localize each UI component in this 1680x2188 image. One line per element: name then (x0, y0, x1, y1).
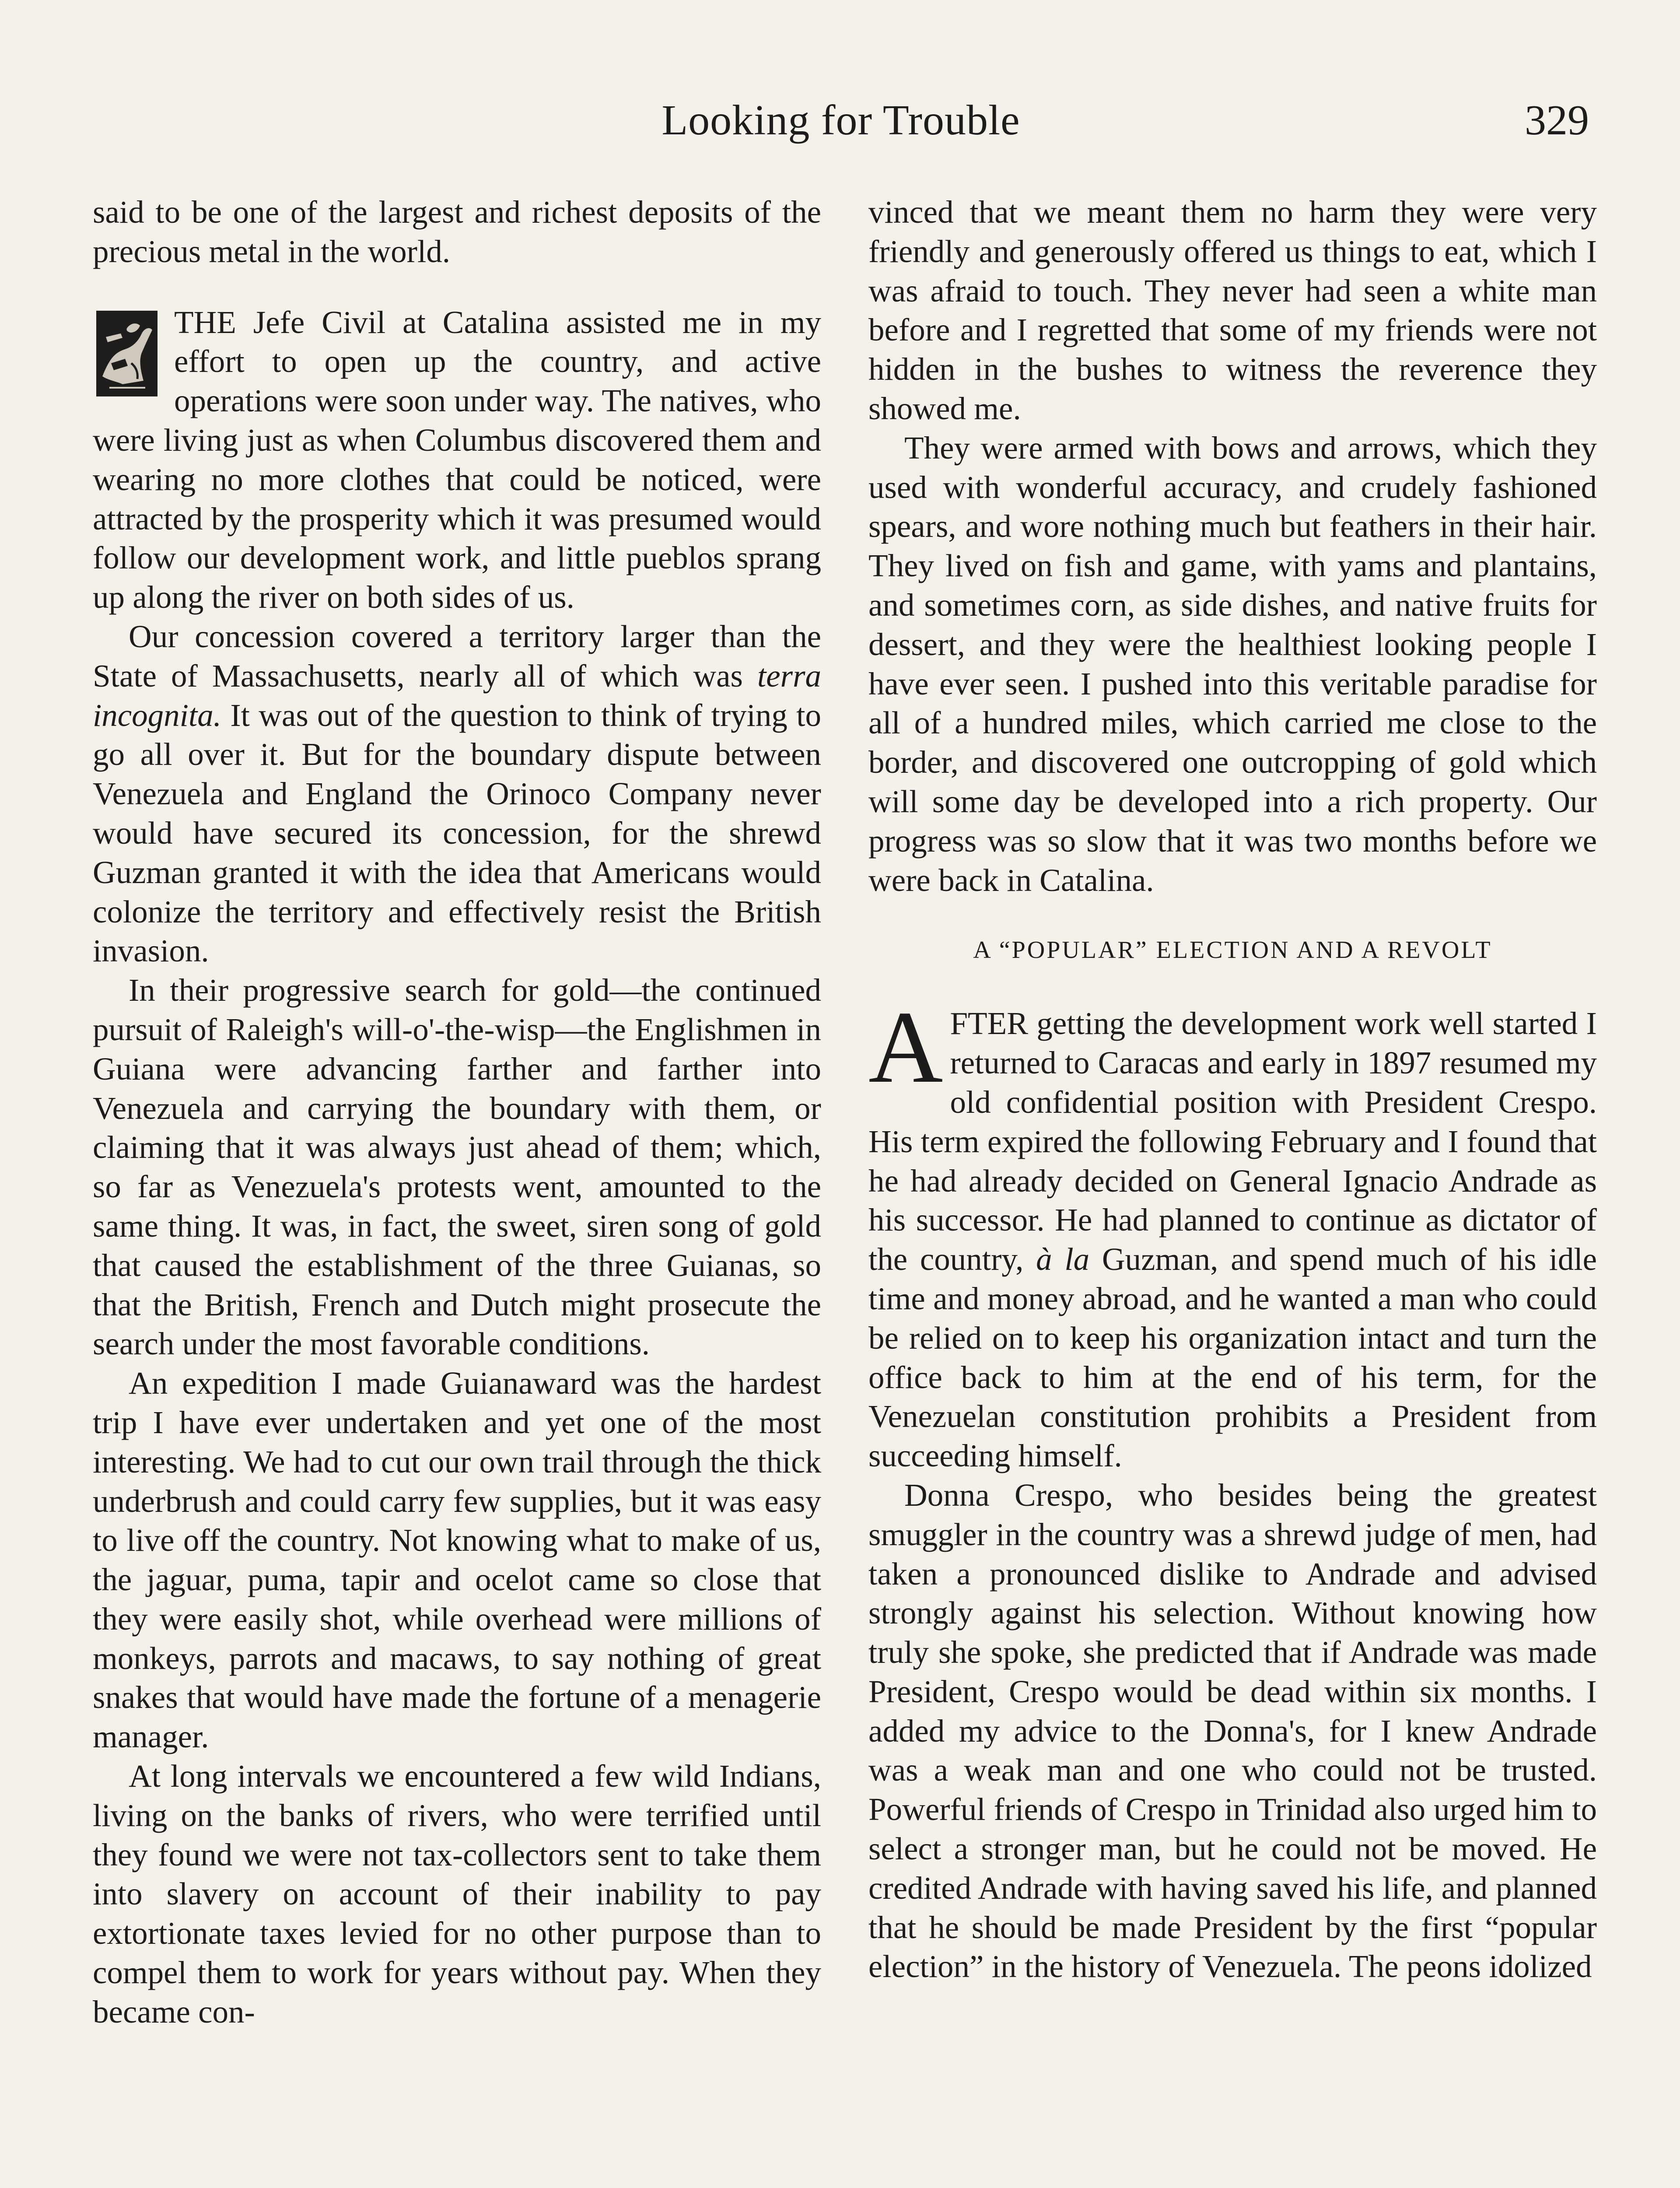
woodcut-figure-icon (96, 311, 158, 396)
left-paragraph-2: THE Jefe Civil at Catalina assisted me in my effort to open up the country, and active operations were soon under way. The natives, who were living just as when Columbus discovered them and wearing no more clothes that could be noticed, were attracted by the prosperity which it was presumed would follow our development work, and little pueblos sprang up along the river on both sides of us. (93, 304, 821, 615)
right-paragraph-3-text-a: FTER getting the development work well started I returned to Caracas and early in 1897 resumed my old confidential position with President Crespo. His term expired the following February and I found that he had already decided on General Ignacio Andrade as his successor. He had planned to continue as dictator of the country, (868, 1006, 1597, 1277)
left-paragraph-3-text-b: It was out of the question to think of trying to go all over it. But for the boundary dispute between Venezuela and England the Orinoco Company never would have secured its concession, for the shrewd Guzman granted it with the idea that Americans would colonize the territory and effectively resist the British invasion. (93, 697, 821, 969)
right-paragraph-4: Donna Crespo, who besides being the greatest smuggler in the country was a shrewd judge of men, had taken a pronounced dislike to Andrade and advised strongly against his selection. Without knowing how truly she spoke, she predicted that if Andrade was made President, Crespo would be dead within six months. I added my advice to the Donna's, for I knew Andrade was a weak man and one who could not be trusted. Powerful friends of Crespo in Trinidad also urged him to select a stronger man, but he could not be moved. He credited Andrade with having saved his life, and planned that he should be made President by the first “popular election” in the history of Venezuela. The peons idolized (868, 1477, 1597, 1985)
left-paragraph-3-text-a: Our concession covered a territory larger than the State of Massachusetts, nearly all of which was (93, 618, 821, 694)
right-paragraph-3-italic: à la (1036, 1241, 1090, 1277)
left-paragraph-4: In their progressive search for gold—the continued pursuit of Raleigh's will-o'-the-wisp—the Englishmen in Guiana were advancing farther and farther into Venezuela and carrying the boundary with them, or claiming that it was always just ahead of them; which, so far as Venezuela's protests went, amounted to the same thing. It was, in fact, the sweet, siren song of gold that caused the establishment of the three Guianas, so that the British, French and Dutch might prosecute the search under the most favorable conditions. (93, 972, 821, 1362)
page-header (93, 92, 1589, 149)
section-heading: A “POPULAR” ELECTION AND A REVOLT (973, 936, 1492, 964)
drop-cap-letter: A (868, 990, 943, 1105)
right-paragraph-3-text-b: Guzman, and spend much of his idle time and money abroad, and he wanted a man who could be relied on to keep his organization intact and turn the office back to him at the end of his term, for the Venezuelan constitution prohibits a President from succeeding himself. (868, 1241, 1597, 1474)
left-paragraph-6: At long intervals we encountered a few wild Indians, living on the banks of rivers, who were terrified until they found we were not tax-collectors sent to take them into slavery on account of their inability to pay extortionate taxes levied for no other purpose than to compel them to work for years without pay. When they became con- (93, 1758, 821, 2030)
left-paragraph-3 (93, 617, 821, 971)
right-paragraph-3 (868, 990, 1597, 1476)
left-paragraph-3-italic: terra incognita. (93, 658, 821, 733)
right-column (868, 193, 1597, 1986)
page-number: 329 (1525, 97, 1589, 144)
running-title: Looking for Trouble (662, 97, 1020, 144)
right-paragraph-2: They were armed with bows and arrows, which they used with wonderful accuracy, and crudely fashioned spears, and wore nothing much but feathers in their hair. They lived on fish and game, with yams and plantains, and sometimes corn, as side dishes, and native fruits for dessert, and they were the healthiest looking people I have ever seen. I pushed into this veritable paradise for all of a hundred miles, which carried me close to the border, and discovered one outcropping of gold which will some day be developed into a rich property. Our progress was so slow that it was two months before we were back in Catalina. (868, 430, 1597, 898)
left-paragraph-5: An expedition I made Guianaward was the hardest trip I have ever undertaken and yet one of the most interesting. We had to cut our own trail through the thick underbrush and could carry few supplies, but it was easy to live off the country. Not knowing what to make of us, the jaguar, puma, tapir and ocelot came so close that they were easily shot, while overhead were millions of monkeys, parrots and macaws, to say nothing of great snakes that would have made the fortune of a menagerie manager. (93, 1365, 821, 1755)
left-column (93, 193, 821, 2032)
left-paragraph-1: said to be one of the largest and richest deposits of the precious metal in the world. (93, 194, 821, 269)
right-paragraph-1: vinced that we meant them no harm they were very friendly and generously offered us things to eat, which I was afraid to touch. They never had seen a white man before and I regretted that some of my friends were not hidden in the bushes to witness the reverence they showed me. (868, 194, 1597, 426)
